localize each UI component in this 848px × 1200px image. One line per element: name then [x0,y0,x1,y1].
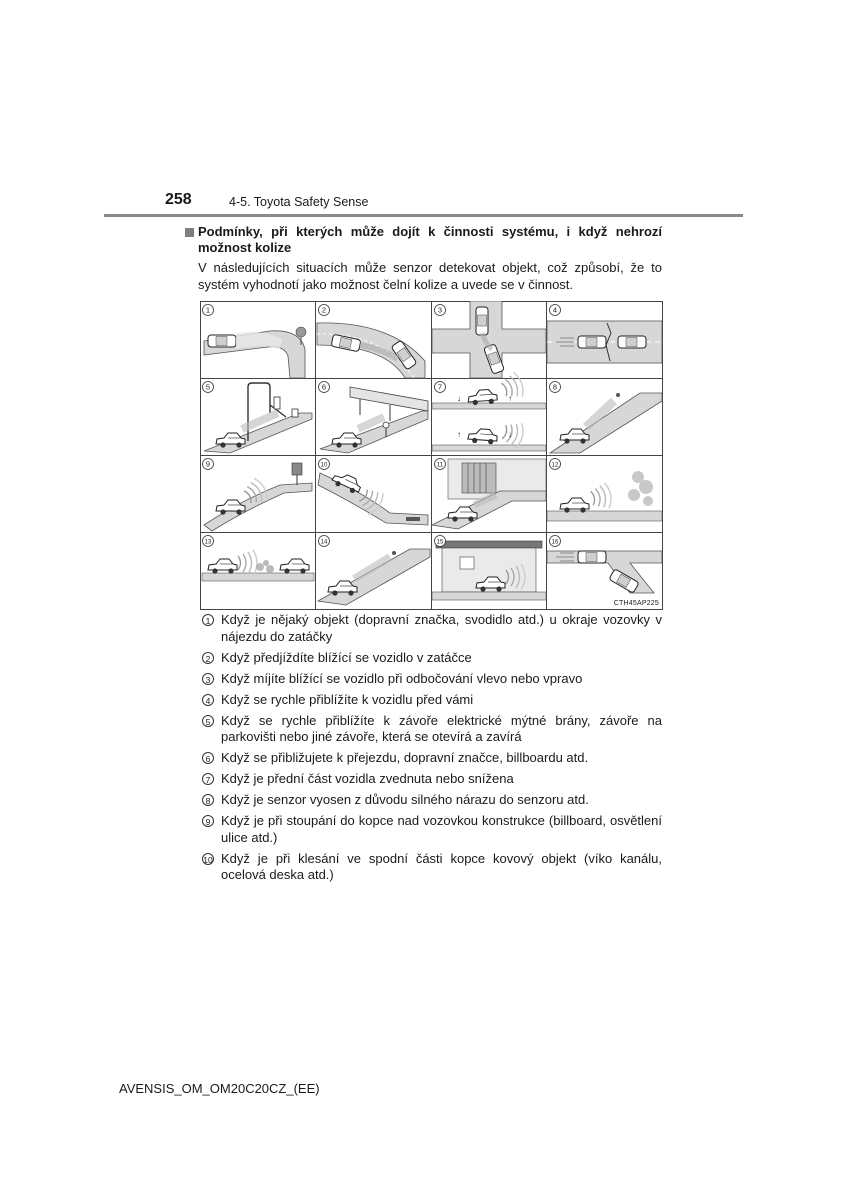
situation-list-item [202,650,662,667]
svg-text:↓: ↓ [457,394,461,403]
item-number: 3 [202,673,214,685]
situation-list-item [202,692,662,709]
item-text: Když se přibližujete k přejezdu, dopravní značce, billboardu atd. [221,750,589,765]
situation-list-item [202,771,662,788]
item-text: Když je přední část vozidla zvednuta nebo snížena [221,771,514,786]
item-number: 2 [202,652,214,664]
panel-label: 1 [205,305,211,315]
item-number: 8 [202,794,214,806]
item-number: 10 [203,854,213,865]
heading-text: Podmínky, při kterých může dojít k činnosti systému, i když nehrozí možnost kolize [198,224,662,255]
section-title: 4-5. Toyota Safety Sense [229,195,369,209]
situation-list-item [202,671,662,688]
situation-list-item [202,612,662,645]
panel-label: 6 [321,382,327,392]
situation-list [202,612,662,888]
situation-list-item [202,813,662,846]
item-number: 1 [202,614,214,626]
situation-list-item [202,713,662,746]
panel-label: 5 [205,382,211,392]
panel-label: 7 [437,382,443,392]
situation-list-item [202,792,662,809]
item-text: Když míjíte blížící se vozidlo při odbočování vlevo nebo vpravo [221,670,583,686]
panel-label: 13 [204,539,212,546]
heading-bullet-icon [185,228,194,237]
panel-label: 12 [551,462,559,469]
header-rule [104,214,743,217]
page-number: 258 [165,191,192,208]
item-text: Když je při klesání ve spodní části kopce kovový objekt (víko kanálu, ocelová deska atd.) [221,850,662,882]
panel-15-scene [432,541,546,600]
panel-4-scene [547,321,662,363]
item-text: Když se rychle přiblížíte k vozidlu před vámi [221,691,474,707]
item-number: 9 [202,815,214,827]
panel-label: 11 [436,462,444,469]
item-text: Když se rychle přiblížíte k závoře elektrické mýtné brány, závoře na parkovišti nebo jiné závoře, která se otevírá a zavírá [221,712,662,744]
heading [185,224,662,256]
panel-label: 16 [551,539,559,546]
item-text: Když je nějaký objekt (dopravní značka, svodidlo atd.) u okraje vozovky v nájezdu do zatáčky [221,612,662,644]
svg-text:↑: ↑ [457,430,461,439]
panel-label: 14 [320,539,328,546]
intro-paragraph: V následujících situacích může senzor detekovat objekt, což způsobí, že to systém vyhodnotí jako možnost čelní kolize a uvede se v činnost. [198,260,662,292]
situation-list-item [202,851,662,884]
item-number: 7 [202,773,214,785]
panel-label: 10 [320,462,328,469]
panel-label: 2 [321,305,327,315]
svg-text:↑: ↑ [508,394,512,403]
item-number: 5 [202,715,214,727]
svg-text:↓: ↓ [508,430,512,439]
item-text: Když je při stoupání do kopce nad vozovkou konstrukce (billboard, osvětlení ulice atd.) [221,813,662,845]
item-text: Když předjíždíte blížící se vozidlo v zatáčce [221,649,472,665]
illustration-figure [200,301,663,610]
panel-label: 8 [552,382,558,392]
situation-list-item [202,750,662,767]
footer-code: AVENSIS_OM_OM20C20CZ_(EE) [119,1081,320,1096]
item-number: 6 [202,752,214,764]
item-text: Když je senzor vyosen z důvodu silného nárazu do senzoru atd. [221,792,589,807]
item-number: 4 [202,694,214,706]
panel-label: 3 [437,305,443,315]
panel-label: 15 [436,539,444,546]
figure-code: CTH45AP225 [613,600,659,607]
panel-label: 9 [205,459,211,469]
panel-label: 4 [552,305,558,315]
